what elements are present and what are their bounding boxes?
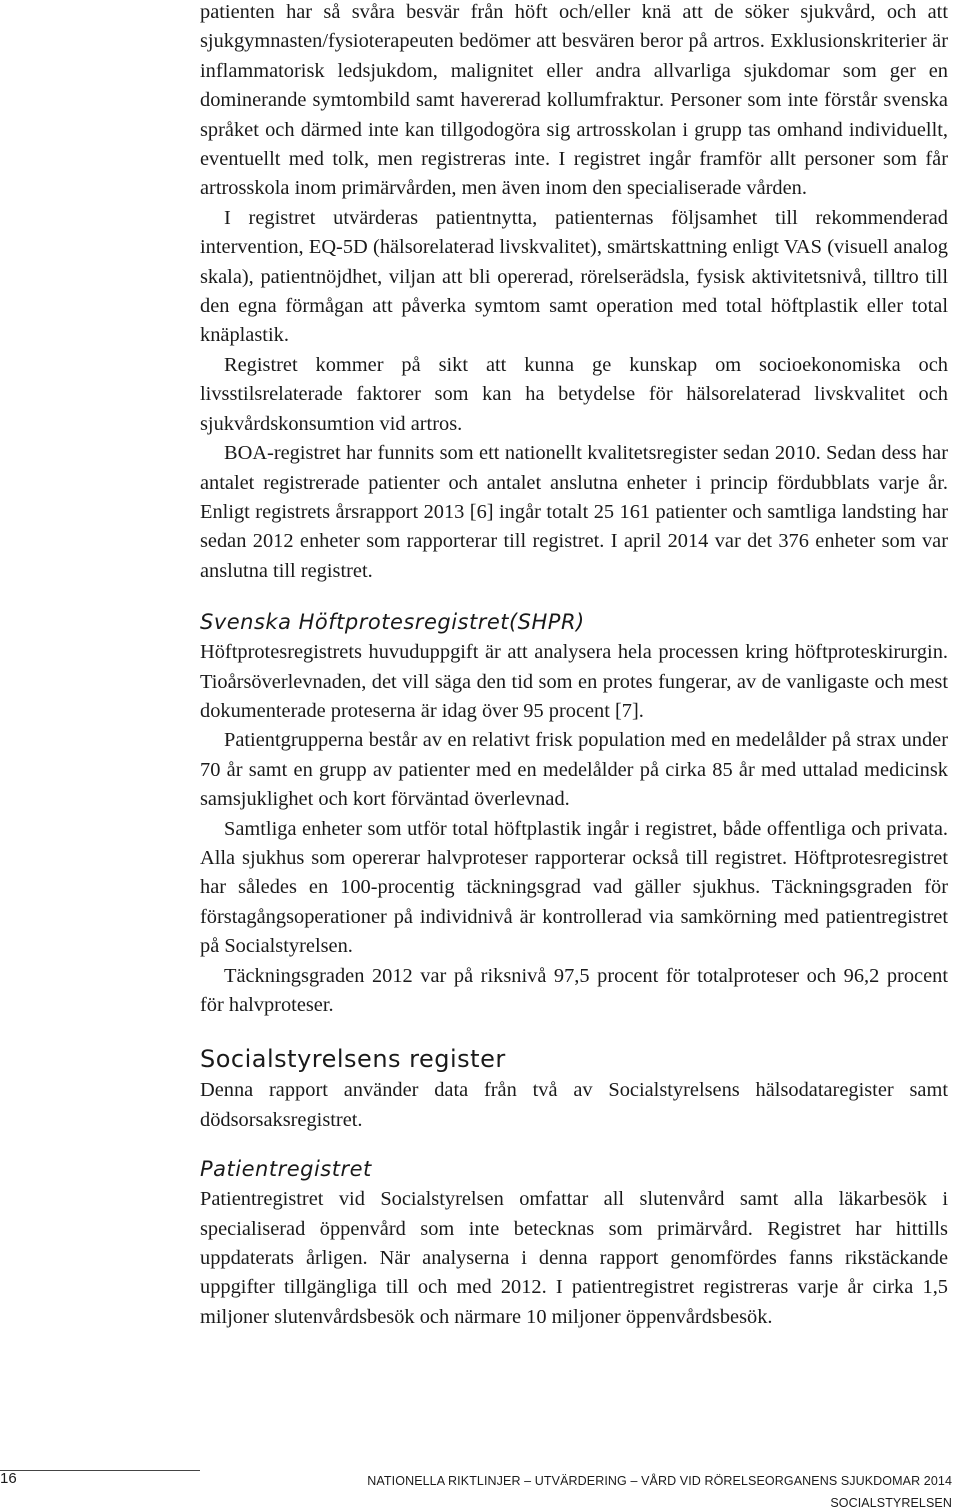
heading-patient-register: Patientregistret <box>200 1157 372 1182</box>
paragraph-patient-register: Patientregistret vid Socialstyrelsen omfattar all slutenvård samt alla läkarbesök i specialiserad öppenvård som inte betecknas som primärvård. Registret har hittills uppdaterats årligen. När analyserna i denna rapport genomfördes fanns rikstäckande uppgifter tillgängliga till och med 2012. I patientregistret registreras varje år cirka 1,5 miljoner slutenvårdsbesök och närmare 10 miljoner öppenvårdsbesök. <box>200 1188 948 1328</box>
footer-publisher: SOCIALSTYRELSEN <box>830 1496 952 1510</box>
paragraph-registers-intro: Denna rapport använder data från två av Socialstyrelsens hälsodataregister samt dödsorsaksregistret. <box>200 1079 948 1131</box>
heading-shpr: Svenska Höftprotesregistret(SHPR) <box>200 610 585 635</box>
heading-socialstyrelsen-registers: Socialstyrelsens register <box>200 1045 506 1074</box>
paragraph-boa-knowledge: Registret kommer på sikt att kunna ge kunskap om socioekonomiska och livsstilsrelaterade faktorer som kan ha betydelse för hälsorelaterad livskvalitet och sjukvårdskonsumtion vid artros. <box>200 353 948 435</box>
paragraph-boa-history: BOA-registret har funnits som ett nationellt kvalitetsregister sedan 2010. Sedan dess har antalet registrerade patienter och antalet anslutna enheter i princip fördubblats varje år. Enligt registrets årsrapport 2013 [6] ingår totalt 25 161 patienter och samtliga landsting har sedan 2012 enheter som rapporterar till registret. I april 2014 var det 376 enheter som var anslutna till registret. <box>200 442 948 582</box>
paragraph-shpr-units: Samtliga enheter som utför total höftplastik ingår i registret, både offentliga och privata. Alla sjukhus som opererar halvproteser rapporterar också till registret. Höftprotesregistret har således en 100-procentig täckningsgrad vad gäller sjukhus. Täckningsgraden för förstagångsoperationer på individnivå är kontrollerad via samkörning med patientregistret på Socialstyrelsen. <box>200 817 948 958</box>
paragraph-shpr-purpose: Höftprotesregistrets huvuduppgift är att analysera hela processen kring höftproteskirurgin. Tioårsöverlevnaden, det vill säga den tid som en protes fungerar, av de vanligaste och mest dokumenterade proteserna är idag över 95 procent [7]. <box>200 641 948 722</box>
footer-title: NATIONELLA RIKTLINJER – UTVÄRDERING – VÅRD VID RÖRELSEORGANENS SJUKDOMAR 2014 <box>367 1474 952 1488</box>
paragraph-shpr-patients: Patientgrupperna består av en relativt frisk population med en medelålder på strax under 70 år samt en grupp av patienter med en medelålder på cirka 85 år med uttalad medicinsk samsjuklighet och kort förväntad överlevnad. <box>200 729 948 811</box>
paragraph-boa-evaluation: I registret utvärderas patientnytta, patienternas följsamhet till rekommenderad intervention, EQ-5D (hälsorelaterad livskvalitet), smärtskattning enligt VAS (visuell analog skala), patientnöjdhet, viljan att bli opererad, rörelserädsla, fysisk aktivitetsnivå, tilltro till den egna förmågan att påverka symtom samt operation med total höftplastik eller total knäplastik. <box>200 206 948 347</box>
page-number: 16 <box>0 1470 17 1487</box>
paragraph-boa-criteria: patienten har så svåra besvär från höft och/eller knä att de söker sjukvård, och att sjukgymnasten/fysioterapeuten bedömer att besvären beror på artros. Exklusionskriterier är inflammatorisk ledsjukdom, malignitet eller andra allvarliga sjukdomar som ger en dominerande symtombild samt havererad kollumfraktur. Personer som inte förstår svenska språket och därmed inte kan tillgodogöra sig artrosskolan i grupp tas omhand individuellt, eventuellt med tolk, men registreras inte. I registret ingår framför allt personer som får artrosskola inom primärvården, men även inom den specialiserade vården. <box>200 1 948 200</box>
paragraph-shpr-coverage: Täckningsgraden 2012 var på riksnivå 97,5 procent för totalproteser och 96,2 procent för halvproteser. <box>200 964 948 1016</box>
footer-rule <box>0 1470 200 1471</box>
document-page <box>200 0 948 1332</box>
